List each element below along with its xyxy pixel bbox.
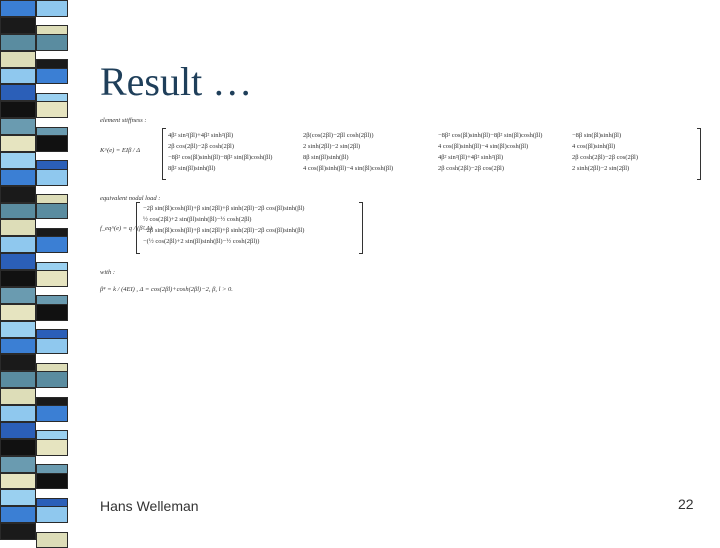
stripe-block: [0, 354, 36, 371]
load-prefix: f_eq^(e) = q / (β² Δ): [100, 225, 152, 232]
stiffness-bracket-left: [162, 128, 166, 180]
stripe-block: [36, 34, 68, 51]
stripe-block: [0, 51, 36, 68]
matrix-cell: 2β cos(2βl)−2β cosh(2βl): [168, 143, 234, 150]
matrix-cell: 2 sinh(2βl)−2 sin(2βl): [572, 165, 630, 172]
stripe-block: [0, 68, 36, 85]
stripe-block: [36, 101, 68, 118]
vector-cell: −2β sin(βl)cosh(βl)+β sin(2βl)+β sinh(2βl)−2β cos(βl)sinh(βl): [143, 205, 305, 212]
matrix-cell: 8β sin(βl)sinh(βl): [303, 154, 349, 161]
stripe-block: [36, 304, 68, 321]
stiffness-bracket-right: [697, 128, 701, 180]
stripe-block: [0, 270, 36, 287]
stripe-block: [36, 473, 68, 490]
load-bracket-left: [136, 202, 140, 254]
stripe-block: [0, 101, 36, 118]
vector-cell: −(½ cos(2βl)+2 sin(βl)sinh(βl)−½ cosh(2βl)): [143, 238, 260, 245]
load-label: equivalent nodal load :: [100, 195, 161, 202]
stripe-block: [0, 84, 36, 101]
stripe-block: [36, 0, 68, 17]
matrix-cell: 2β(cos(2βl)−2βl cosh(2βl)): [303, 132, 374, 139]
definitions-line: β⁴ = k / (4EI) , Δ = cos(2βl)+cosh(2βl)−2, β, l > 0.: [100, 286, 233, 293]
stripe-block: [0, 506, 36, 523]
stripe-block: [0, 186, 36, 203]
stripe-block: [36, 203, 68, 220]
with-label: with :: [100, 269, 115, 276]
matrix-cell: 2 sinh(2βl)−2 sin(2βl): [303, 143, 361, 150]
stripe-block: [0, 253, 36, 270]
matrix-cell: 4 cos(βl)sinh(βl): [572, 143, 616, 150]
matrix-cell: −8β² cos(βl)sinh(βl)−8β² sin(βl)cosh(βl): [438, 132, 543, 139]
stripe-block: [36, 68, 68, 85]
stripe-block: [0, 0, 36, 17]
vector-cell: −2β sin(βl)cosh(βl)+β sin(2βl)+β sinh(2βl)−2β cos(βl)sinh(βl): [143, 227, 305, 234]
stripe-block: [0, 422, 36, 439]
stripe-block: [0, 456, 36, 473]
matrix-cell: 2β cosh(2βl)−2β cos(2βl): [438, 165, 504, 172]
matrix-cell: 4β² sin²(βl)+4β² sinh²(βl): [168, 132, 234, 139]
matrix-cell: 2β cosh(2βl)−2β cos(2βl): [572, 154, 638, 161]
stripe-block: [0, 439, 36, 456]
stripe-block: [0, 523, 36, 540]
stiffness-label: element stiffness :: [100, 117, 147, 124]
stiffness-prefix: K^(e) = EIβ / Δ: [100, 147, 141, 154]
stripe-block: [36, 338, 68, 355]
stripe-block: [36, 236, 68, 253]
stripe-block: [36, 169, 68, 186]
matrix-cell: −8β² cos(βl)sinh(βl)−8β² sin(βl)cosh(βl): [168, 154, 273, 161]
footer-author: Hans Welleman: [100, 498, 199, 514]
stripe-block: [0, 489, 36, 506]
stripe-block: [36, 405, 68, 422]
stripe-block: [0, 405, 36, 422]
stripe-block: [0, 338, 36, 355]
stripe-block: [0, 287, 36, 304]
matrix-cell: 4 cos(βl)sinh(βl)−4 sin(βl)cosh(βl): [438, 143, 529, 150]
stripe-block: [0, 388, 36, 405]
stripe-block: [0, 118, 36, 135]
stripe-block: [36, 270, 68, 287]
stripe-block: [0, 371, 36, 388]
stripe-block: [0, 203, 36, 220]
stripe-block: [0, 17, 36, 34]
stripe-block: [0, 219, 36, 236]
stripe-block: [36, 439, 68, 456]
stripe-block: [0, 135, 36, 152]
stripe-block: [0, 236, 36, 253]
stripe-block: [36, 371, 68, 388]
stripe-block: [0, 321, 36, 338]
stripe-block: [0, 169, 36, 186]
stripe-block: [0, 152, 36, 169]
stripe-block: [0, 473, 36, 490]
stripe-block: [0, 304, 36, 321]
matrix-cell: 8β² sin(βl)sinh(βl): [168, 165, 216, 172]
stripe-block: [0, 34, 36, 51]
matrix-cell: −8β sin(βl)sinh(βl): [572, 132, 622, 139]
stripe-block: [36, 135, 68, 152]
slide-title: Result …: [100, 59, 253, 104]
page-number: 22: [678, 496, 694, 512]
stripe-block: [36, 506, 68, 523]
matrix-cell: 4β² sin²(βl)+4β² sinh²(βl): [438, 154, 504, 161]
matrix-cell: 4 cos(βl)sinh(βl)−4 sin(βl)cosh(βl): [303, 165, 394, 172]
decorative-stripe-column: [0, 0, 72, 540]
vector-cell: ½ cos(2βl)+2 sin(βl)sinh(βl)−½ cosh(2βl): [143, 216, 252, 223]
load-bracket-right: [359, 202, 363, 254]
